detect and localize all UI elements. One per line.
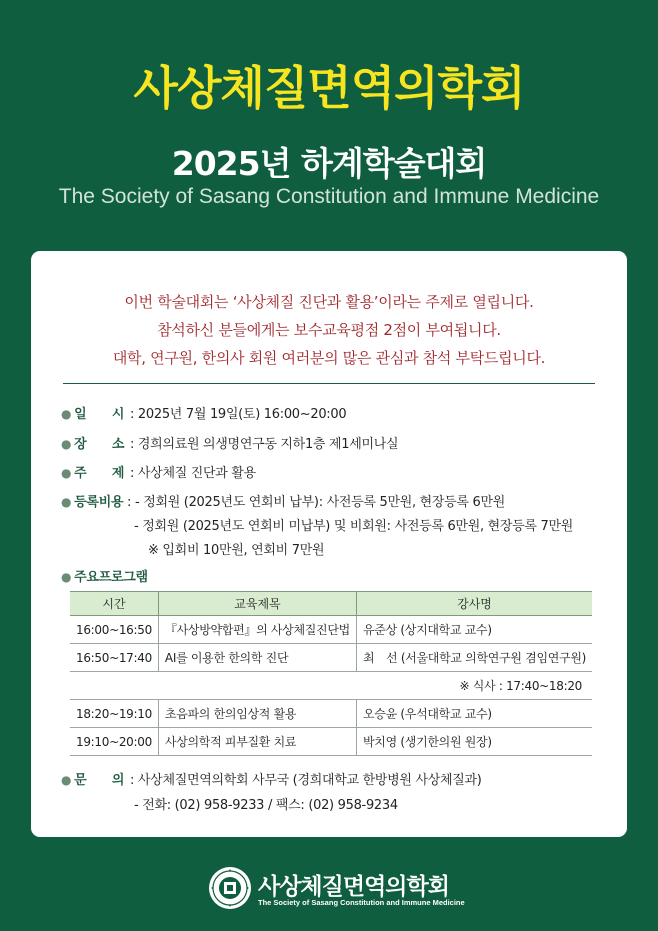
intro-line: 대학, 연구원, 한의사 회원 여러분의 많은 관심과 참석 부탁드립니다.	[112, 349, 546, 367]
contact-line: 사상체질면역의학회 사무국 (경희대학교 한방병원 사상체질과)	[137, 773, 482, 788]
title-cell: 사상의학적 피부질환 치료	[158, 728, 356, 756]
intro-line: 참석하신 분들에게는 보수교육평점 2점이 부여됩니다.	[157, 321, 501, 339]
title-cell: 초음파의 한의임상적 활용	[158, 700, 356, 728]
bullet-icon: ●	[61, 466, 72, 480]
footer-org-english: The Society of Sasang Constitution and Immune Medicine	[258, 898, 465, 907]
program-table	[70, 591, 592, 756]
speaker-cell: 박치영 (생기한의원 원장)	[357, 728, 592, 756]
fee-line: - 정회원 (2025년도 연회비 납부): 사전등록 5만원, 현장등록 6만원	[134, 495, 505, 510]
fee-note: ※ 입회비 10만원, 연회비 7만원	[148, 543, 325, 558]
table-row	[70, 616, 592, 644]
time-cell: 18:20~19:10	[70, 700, 158, 728]
fee-line: - 정회원 (2025년도 연회비 미납부) 및 비회원: 사전등록 6만원, 현장등록 7만원	[134, 519, 573, 534]
meal-note: ※ 식사 : 17:40~18:20	[70, 672, 592, 700]
detail-place: ● 장 소 : 경희의료원 의생명연구동 지하1층 제1세미나실	[61, 433, 398, 452]
intro-text	[31, 288, 627, 372]
detail-theme: ● 주 제 : 사상체질 진단과 활용	[61, 462, 256, 481]
meal-row	[70, 672, 592, 700]
time-cell: 16:00~16:50	[70, 616, 158, 644]
program-heading	[61, 566, 148, 585]
intro-line: 이번 학술대회는 ‘사상체질 진단과 활용’이라는 주제로 열립니다.	[124, 293, 534, 311]
time-cell: 16:50~17:40	[70, 644, 158, 672]
detail-label: 등록비용	[74, 495, 124, 510]
speaker-cell: 유준상 (상지대학교 교수)	[357, 616, 592, 644]
table-header: 강사명	[357, 592, 592, 616]
speaker-cell: 오승윤 (우석대학교 교수)	[357, 700, 592, 728]
footer-org-name: 사상체질면역의학회	[258, 874, 449, 900]
table-header: 시간	[70, 592, 158, 616]
time-cell: 19:10~20:00	[70, 728, 158, 756]
detail-date: ● 일 시 : 2025년 7월 19일(토) 16:00~20:00	[61, 403, 346, 422]
bullet-icon: ●	[61, 437, 72, 451]
table-row	[70, 644, 592, 672]
society-emblem-icon	[208, 866, 252, 910]
bullet-icon: ●	[61, 407, 72, 421]
info-card	[31, 251, 627, 837]
table-header: 교육제목	[158, 592, 356, 616]
speaker-cell: 최 선 (서울대학교 의학연구원 겸임연구원)	[357, 644, 592, 672]
bullet-icon: ●	[61, 495, 72, 509]
detail-label: 일 시	[74, 407, 125, 422]
detail-label: 장 소	[74, 437, 125, 452]
detail-contact: ● 문 의 : 사상체질면역의학회 사무국 (경희대학교 한방병원 사상체질과)	[61, 769, 482, 788]
org-english-name: The Society of Sasang Constitution and Immune Medicine	[58, 185, 600, 208]
detail-fee: ● 등록비용 : - 정회원 (2025년도 연회비 납부): 사전등록 5만원, 현장등록 6만원	[61, 495, 505, 510]
detail-value: 2025년 7월 19일(토) 16:00~20:00	[137, 407, 347, 422]
bullet-icon: ●	[61, 570, 72, 584]
title-cell: 『사상방약합편』의 사상체질진단법	[158, 616, 356, 644]
contact-line: - 전화: (02) 958-9233 / 팩스: (02) 958-9234	[134, 798, 398, 813]
detail-label: 주 제	[74, 466, 125, 481]
divider	[63, 383, 595, 384]
title-cell: AI를 이용한 한의학 진단	[158, 644, 356, 672]
table-row	[70, 700, 592, 728]
detail-label: 문 의	[74, 773, 125, 788]
bullet-icon: ●	[61, 773, 72, 787]
detail-value: 경희의료원 의생명연구동 지하1층 제1세미나실	[137, 437, 399, 452]
event-org-title: 사상체질면역의학회	[133, 61, 525, 115]
detail-value: 사상체질 진단과 활용	[137, 466, 256, 481]
table-row	[70, 728, 592, 756]
event-title: 2025년 하계학술대회	[171, 144, 487, 183]
table-header-row	[70, 592, 592, 616]
program-label: 주요프로그램	[74, 570, 148, 585]
